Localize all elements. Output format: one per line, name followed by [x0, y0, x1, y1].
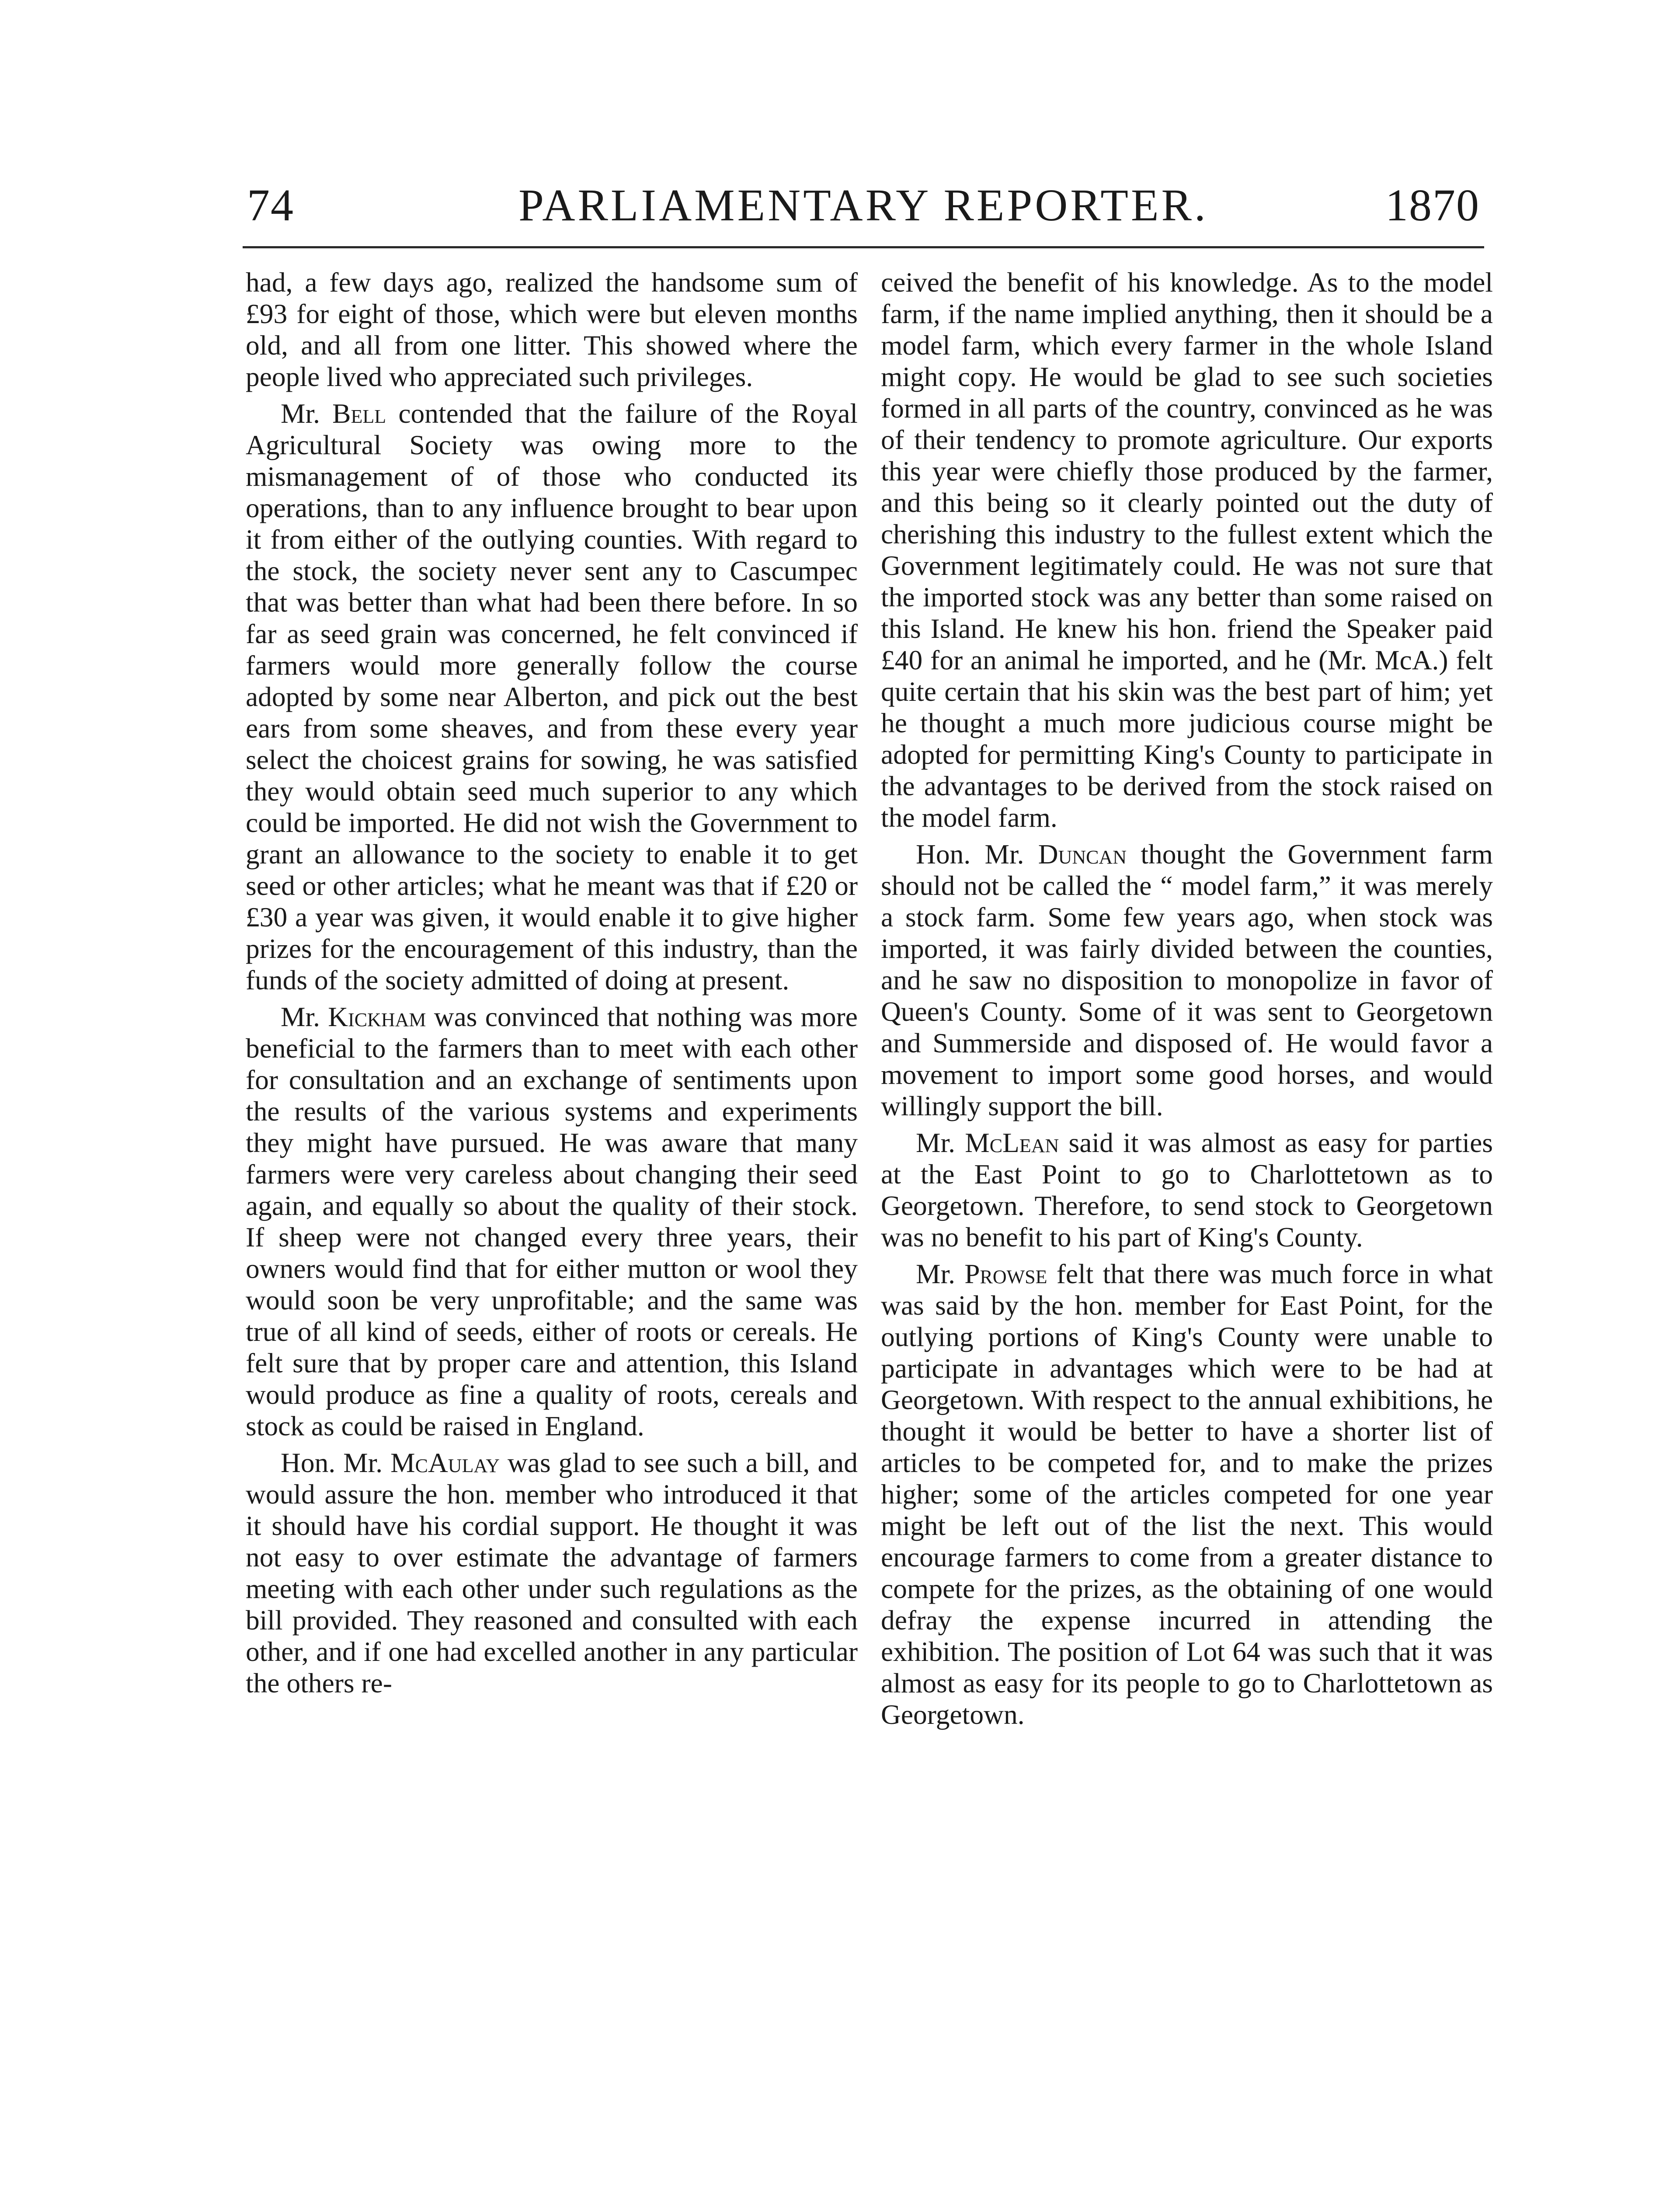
speaker-title: Mr. — [916, 1127, 955, 1158]
speaker-title: Mr. — [281, 1001, 320, 1032]
paragraph-text: felt that there was much force in what was said by the hon. member for East Point, for the outlying portions of King's County were unable to participate in advantages which were to be had at Georgetown. With respect to the annual exhibitions, he thought it would be better to have a shorter list of articles to be competed for, and to make the prizes higher; some of the articles competed for one year might be left out of the list the next. This would encourage farmers to come from a greater distance to compete for the prizes, as the obtaining of one would defray the expense incurred in attending the exhibition. The position of Lot 64 was such that it was almost as easy for its people to go to Charlottetown as Georgetown. — [881, 1258, 1493, 1730]
paragraph-text: was glad to see such a bill, and would assure the hon. member who introduced it that it should have his cordial support. He thought it was not easy to over estimate the advantage of farmers meeting with each other under such regulations as the bill provided. They reasoned and consulted with each other, and if one had excelled another in any particular the others re- — [246, 1447, 858, 1699]
paragraph-bell — [246, 398, 858, 996]
speaker-title: Hon. Mr. — [916, 839, 1024, 870]
paragraph-text: said it was almost as easy for parties at the East Point to go to Charlottetown as to Georgetown. Therefore, to send stock to Georgetown was no benefit to his part of King's County. — [881, 1127, 1493, 1253]
left-column — [246, 267, 858, 1699]
page-header — [243, 173, 1484, 249]
speaker-name: McLean — [965, 1127, 1059, 1158]
speaker-name: McAulay — [390, 1447, 500, 1478]
right-column — [881, 267, 1493, 1730]
paragraph-continuation: ceived the benefit of his knowledge. As to the model farm, if the name implied anything, then it should be a model farm, which every farmer in the whole Island might copy. He would be glad to see such societies formed in all parts of the country, convinced as he was of their tendency to promote agriculture. Our exports this year were chiefly those produced by the farmer, and this being so it clearly pointed out the duty of cherishing this industry to the fullest extent which the Government legitimately could. He was not sure that the imported stock was any better than some raised on this Island. He knew his hon. friend the Speaker paid £40 for an animal he imported, and he (Mr. McA.) felt quite certain that his skin was the best part of him; yet he thought a much more judicious course might be adopted for permitting King's County to participate in the advantages to be derived from the stock raised on the model farm. — [881, 267, 1493, 833]
speaker-name: Kickham — [328, 1001, 426, 1032]
speaker-name: Bell — [332, 398, 386, 429]
paragraph-text: was convinced that nothing was more beneficial to the farmers than to meet with each other for consultation and an exchange of sentiments upon the results of the various systems and experiments they might have pursued. He was aware that many farmers were very careless about changing their seed again, and equally so about the quality of their stock. If sheep were not changed every three years, their owners would find that for either mutton or wool they would soon be very unprofitable; and the same was true of all kind of seeds, either of roots or cereals. He felt sure that by proper care and attention, this Island would produce as fine a quality of roots, cereals and stock as could be raised in England. — [246, 1001, 858, 1441]
paragraph-kickham — [246, 1001, 858, 1442]
paragraph-mcaulay — [246, 1447, 858, 1699]
running-title: PARLIAMENTARY REPORTER. — [518, 180, 1208, 230]
speaker-name: Duncan — [1038, 839, 1127, 870]
page-number: 74 — [247, 180, 294, 230]
paragraph-prowse — [881, 1258, 1493, 1730]
header-rule — [243, 246, 1484, 248]
speaker-title: Mr. — [281, 398, 320, 429]
paragraph-text: contended that the failure of the Royal Agricultural Society was owing more to the mismanagement of of those who conducted its operations, than to any influence brought to bear upon it from either of the outlying counties. With regard to the stock, the society never sent any to Cascumpec that was better than what had been there before. In so far as seed grain was concerned, he felt convinced if farmers would more generally follow the course adopted by some near Alberton, and pick out the best ears from some sheaves, and from these every year select the choicest grains for sowing, he was satisfied they would obtain seed much superior to any which could be imported. He did not wish the Government to grant an allowance to the society to enable it to get seed or other articles; what he meant was that if £20 or £30 a year was given, it would enable it to give higher prizes for the encouragement of this industry, than the funds of the society admitted of doing at present. — [246, 398, 858, 996]
paragraph-duncan — [881, 839, 1493, 1122]
paragraph-mclean — [881, 1127, 1493, 1253]
paragraph-text: thought the Government farm should not be called the “ model farm,” it was merely a stock farm. Some few years ago, when stock was imported, it was fairly divided between the counties, and he saw no disposition to monopolize in favor of Queen's County. Some of it was sent to Georgetown and Summerside and disposed of. He would favor a movement to import some good horses, and would willingly support the bill. — [881, 839, 1493, 1121]
paragraph-continuation: had, a few days ago, realized the handsome sum of £93 for eight of those, which were but eleven months old, and all from one litter. This showed where the people lived who appreciated such privileges. — [246, 267, 858, 392]
speaker-name: Prowse — [964, 1258, 1047, 1289]
speaker-title: Hon. Mr. — [281, 1447, 383, 1478]
page-year: 1870 — [1385, 180, 1480, 230]
speaker-title: Mr. — [916, 1258, 955, 1289]
